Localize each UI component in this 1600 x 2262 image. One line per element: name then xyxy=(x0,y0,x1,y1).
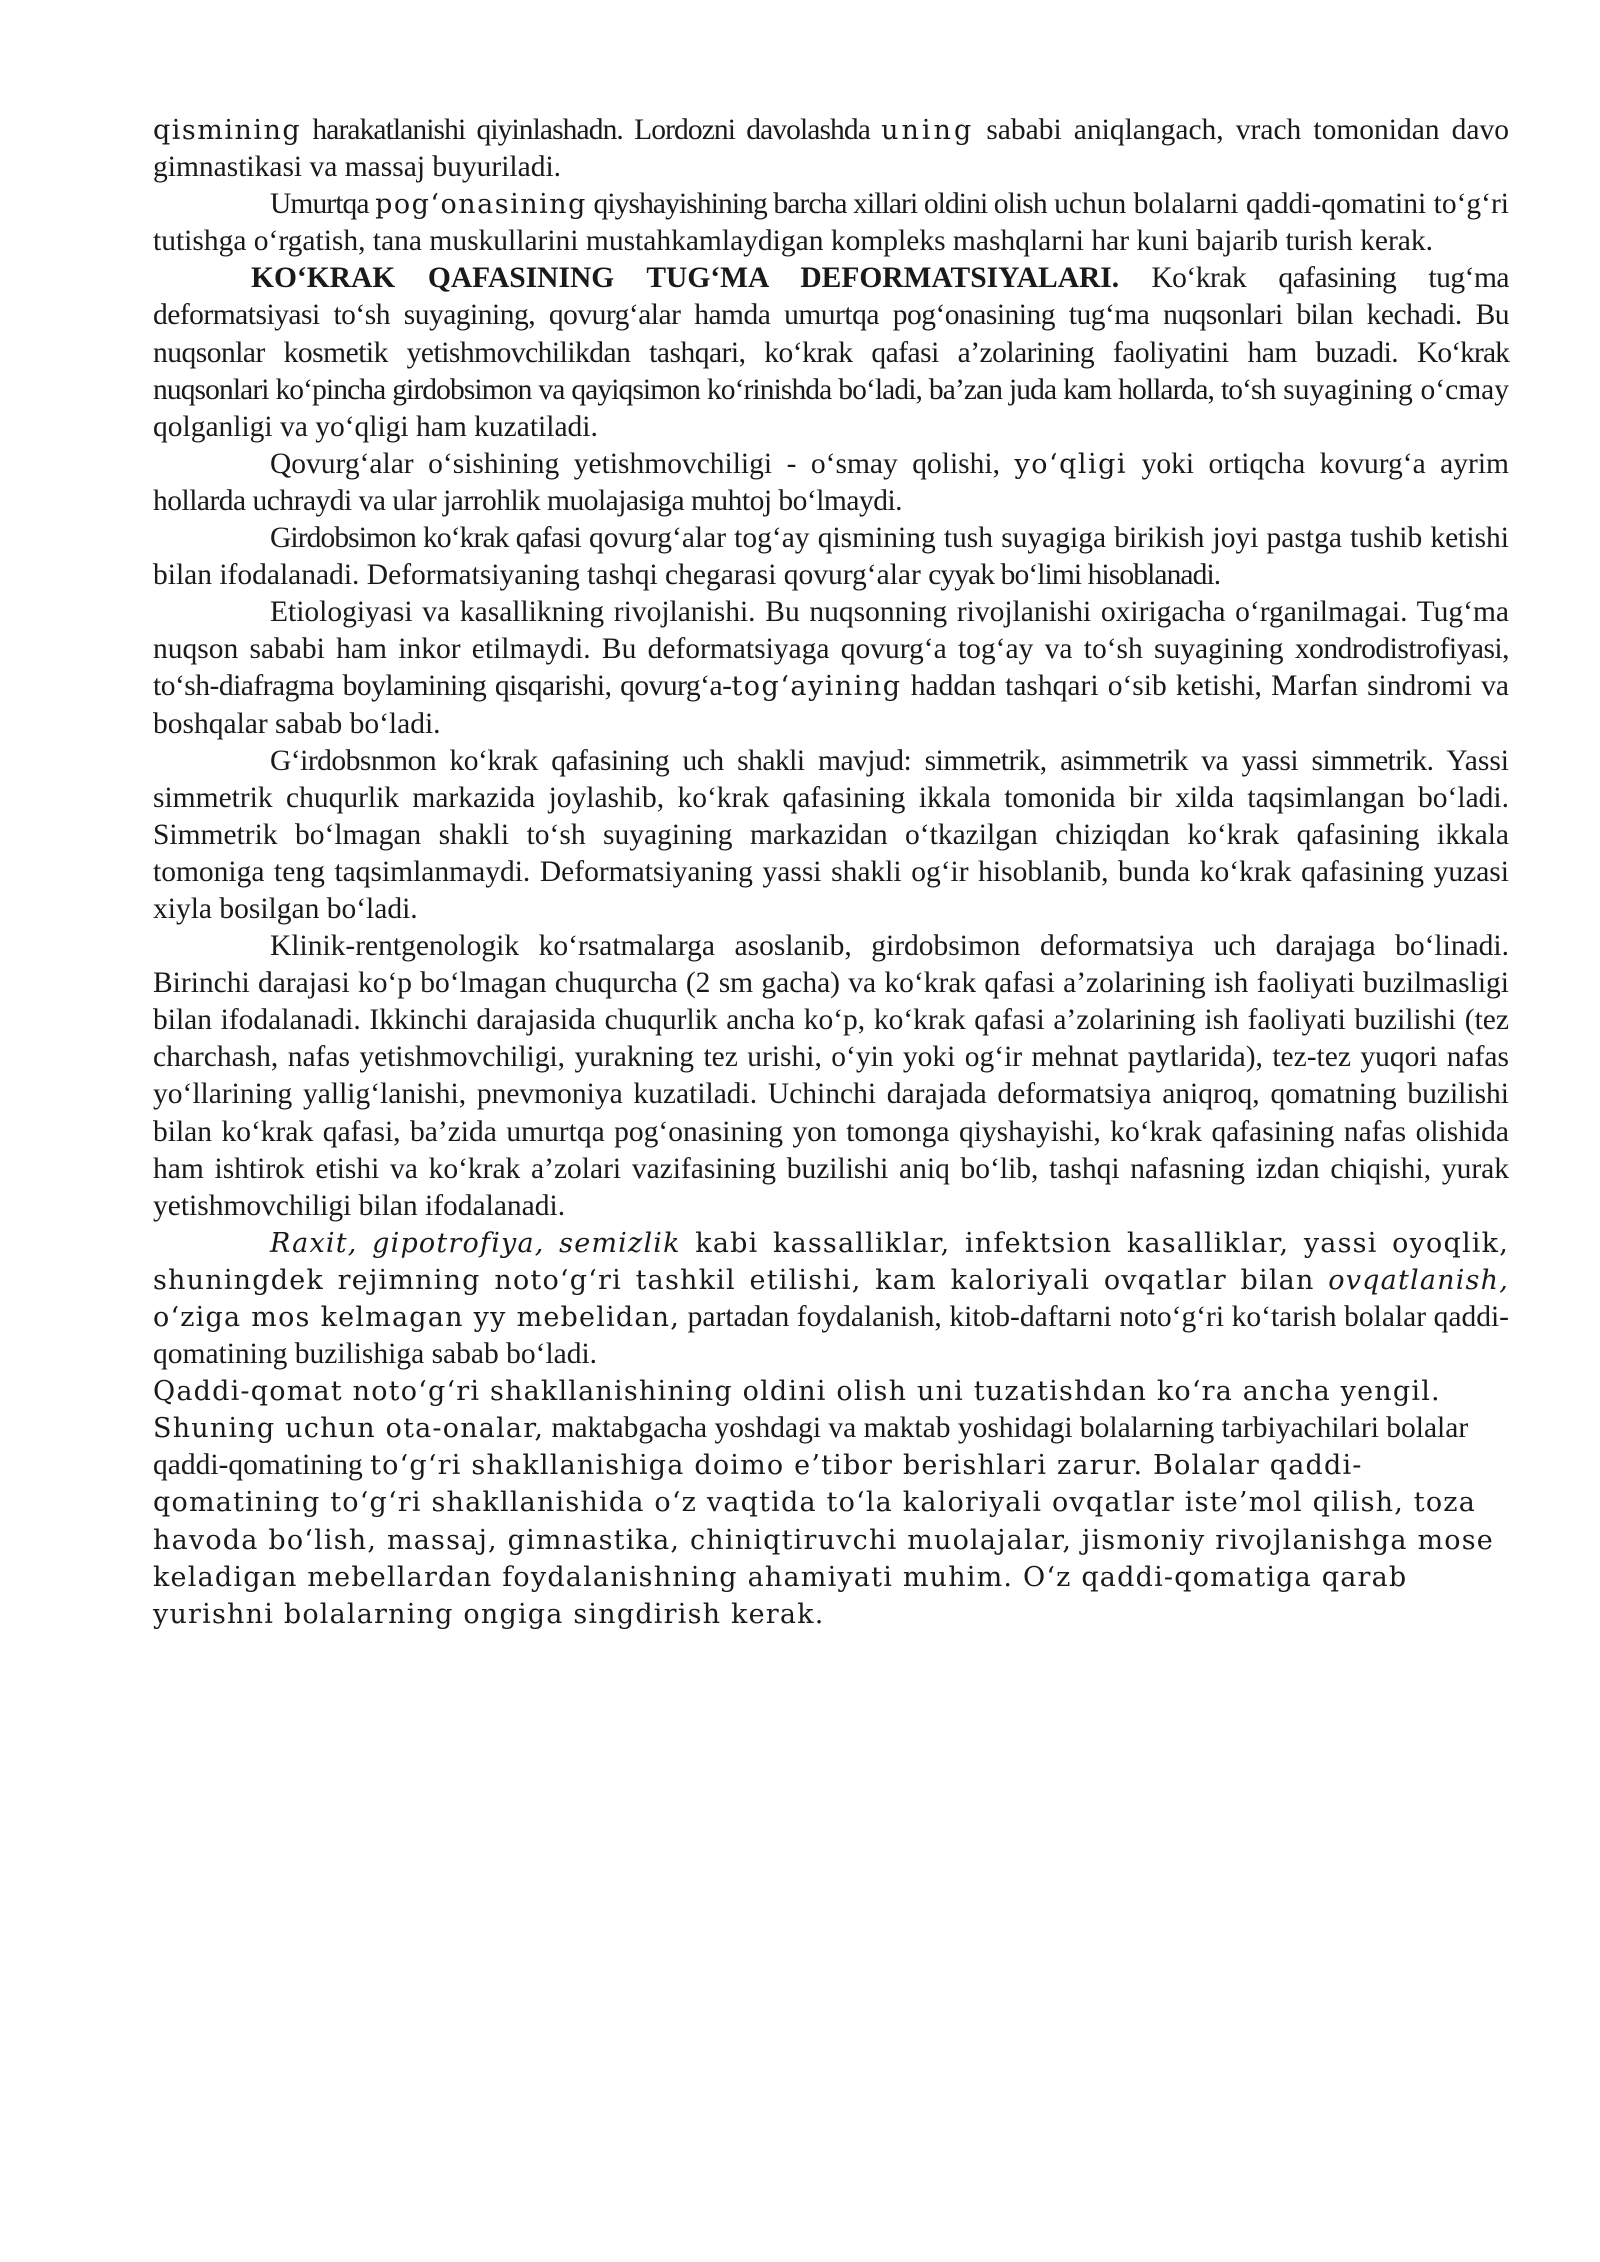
paragraph-2 xyxy=(153,186,1509,260)
text-run: kabi kassalliklar, infektsion kasalliklar, yassi oyoqlik, shuningdek rejimning noto‘g‘ri tashkil etilishi, kam kaloriyali ovqatlar bilan xyxy=(153,1227,1509,1296)
paragraph-8 xyxy=(153,928,1509,1225)
text-run: Umurtqa xyxy=(270,188,376,221)
paragraph-6 xyxy=(153,594,1509,742)
paragraph-1 xyxy=(153,112,1509,186)
text-run: haddan tashqari o‘sib ketishi, Marfan sindromi va boshqalar sabab bo‘ladi. xyxy=(153,670,1509,740)
text-run: hollarda uchraydi va ular jarrohlik muolajasiga muhtoj bo‘lmaydi. xyxy=(153,484,903,517)
paragraph-7 xyxy=(153,743,1509,928)
text-run: Etiologiyasi va kasallikning rivojlanishi. Bu nuqsonning rivojlanishi oxirigacha o‘rganilmagai. Tug‘ma nuqson sababi ham inkor etilmaydi. Bu deformatsiyaga qovurg‘a tog‘ay va to‘sh suyagining xyxy=(153,596,1509,666)
document-page xyxy=(153,112,1509,1633)
text-run: Klinik-rentgenologik ko‘rsatmalarga asoslanib, girdobsimon deformatsiya uch darajaga bo‘linadi. Birinchi darajasi ko‘p bo‘lmagan chuqurcha (2 sm gacha) va ko‘krak qafasi a’zolarining ish faoliyati buzilmasligi bilan ifodalanadi. xyxy=(153,930,1509,1037)
text-run: Girdobsimon ko‘krak qafasi xyxy=(270,522,581,555)
text-run: Ko‘krak nuqsonlari ko‘pincha girdobsimon va qayiqsimon ko‘rinishda bo‘ladi, ba’zan juda kam hollarda, to‘sh xyxy=(153,336,1509,406)
paragraph-5 xyxy=(153,520,1509,594)
text-run: G‘irdobsnmon ko‘krak qafasining uch shakli mavjud: simmetrik, asimmetrik va yassi simmetrik. xyxy=(270,744,1434,777)
text-run: sababi aniqlangach, vrach tomonidan davo gimnastikasi va massaj buyuriladi. xyxy=(153,114,1510,184)
text-run: partadan foydalanish, kitob-daftarni noto‘g‘ri ko‘tarish bolalar qaddi-qomatining buzilishiga sabab bo‘ladi. xyxy=(153,1301,1509,1371)
paragraph-9 xyxy=(153,1225,1509,1373)
paragraph-3 xyxy=(153,260,1509,445)
text-run: Ikkinchi darajasida chuqurlik ancha ko‘p, ko‘krak qafasi a’zolarining ish faoliyati buzilishi (tez charchash, nafas yetishmovchiligi, yurakning tez urishi, o‘yin yoki og‘ir mehnat paytlarida), tez-tez yuqori nafas yo‘llarining yallig‘lanishi, pnevmoniya kuzatiladi. Uchinchi darajada deformatsiya aniqroq, qomatning buzilishi bilan ko‘krak qafasi, ba’zida umurtqa pog‘onasining yon tomonga qiyshayishi, ko‘krak qafasining nafas olishida ham ishtirok etishi va ko‘krak a’zolari vazifasining buzilishi aniq bo‘lib, tashqi nafasning izdan chiqishi, yurak yetishmovchiligi bilan ifodalanadi. xyxy=(153,1004,1509,1222)
text-run: qismining xyxy=(153,115,302,146)
section-heading: KO‘KRAK QAFASINING TUG‘MA DEFORMATSIYALARI. xyxy=(251,262,1120,295)
text-run: Ko‘krak qafasining tug‘ma deformatsiyasi to‘sh suyagining, qovurg‘alar hamda umurtqa pog‘onasining tug‘ma nuqsonlari bilan kechadi. Bu nuqsonlar kosmetik yetishmovchilikdan tashqari, ko‘krak qafasi a’zolarining faoliyatini ham buzadi. xyxy=(153,262,1509,369)
text-run: to‘g‘ri shakllanishiga doimo e’tibor berishlari zarur. Bolalar qaddi-qomatining to‘g‘ri shakllanishida o‘z vaqtida to‘la kaloriyali ovqatlar iste’mol qilish, toza havoda bo‘lish, massaj, gimnastika, chiniqtiruvchi muolajalar, jismoniy rivojlanishga mose keladigan mebellardan foydalanishning ahamiyati muhim. O‘z qaddi-qomatiga qarab yurishni bolalarning ongiga singdirish kerak. xyxy=(153,1450,1494,1630)
text-run: qiyshayishining barcha xillari oldini olish xyxy=(586,188,1047,221)
text-run: Qaddi-qomat noto‘g‘ri shakllanishining oldini olish uni tuzatishdan ko‘ra ancha yengil. Shuning uchun ota-onalar, xyxy=(153,1376,1441,1445)
text-run: qovurg‘alar tog‘ay qismining tush suyagiga birikish joyi pastga tushib ketishi bilan ifodalanadi. Deformatsiyaning tashqi chegarasi qovurg‘alar xyxy=(153,522,1510,592)
text-run: suyagining o‘cmay qolganligi va yo‘qligi ham kuzatiladi. xyxy=(153,373,1509,443)
text-run: harakatlanishi qiyinlashadn. Lordozni davolashda xyxy=(301,114,882,146)
text-run: tog‘ayining xyxy=(731,671,902,703)
text-run: uchun bolalarni qaddi-qomatini to‘g‘ri tutishga o‘rgatish, tana muskullarini mustahkamlaydigan kompleks mashqlarni har kuni bajarib turish kerak. xyxy=(153,188,1509,258)
text-run: xondrodistrofiyasi, to‘sh-diafragma boylamining qisqarishi, qovurg‘a- xyxy=(153,633,1509,703)
text-run: pog‘onasining xyxy=(375,189,587,221)
paragraph-10 xyxy=(153,1373,1509,1633)
text-run: o‘ziga mos kelmagan yy mebelidan, xyxy=(153,1302,681,1333)
text-run: Qovurg‘alar o‘sishining yetishmovchiligi - o‘smay qolishi, xyxy=(270,447,1015,480)
text-run: uning xyxy=(881,115,975,146)
text-run: maktabgacha yoshdagi va maktab yoshidagi bolalarning tarbiyachilari bolalar qaddi-qomatining xyxy=(153,1412,1469,1482)
paragraph-4 xyxy=(153,446,1509,520)
text-run: yoki ortiqcha kovurg‘a ayrim xyxy=(1127,447,1509,480)
italic-run: ovqatlanish, xyxy=(1328,1264,1509,1296)
text-run: yo‘qligi xyxy=(1014,448,1128,480)
italic-run: Raxit, gipotrofiya, semizlik xyxy=(270,1227,681,1259)
text-run: Yassi simmetrik chuqurlik markazida joylashib, ko‘krak qafasining ikkala tomonida bir xilda taqsimlangan bo‘ladi. Simmetrik bo‘lmagan shakli to‘sh suyagining markazidan o‘tkazilgan chiziqdan ko‘krak qafasining ikkala tomoniga teng taqsimlanmaydi. Deformatsiyaning yassi shakli og‘ir hisoblanib, bunda ko‘krak qafasining yuzasi xiyla bosilgan bo‘ladi. xyxy=(153,744,1509,925)
text-run: cyyak bo‘limi hisoblanadi. xyxy=(928,559,1221,592)
